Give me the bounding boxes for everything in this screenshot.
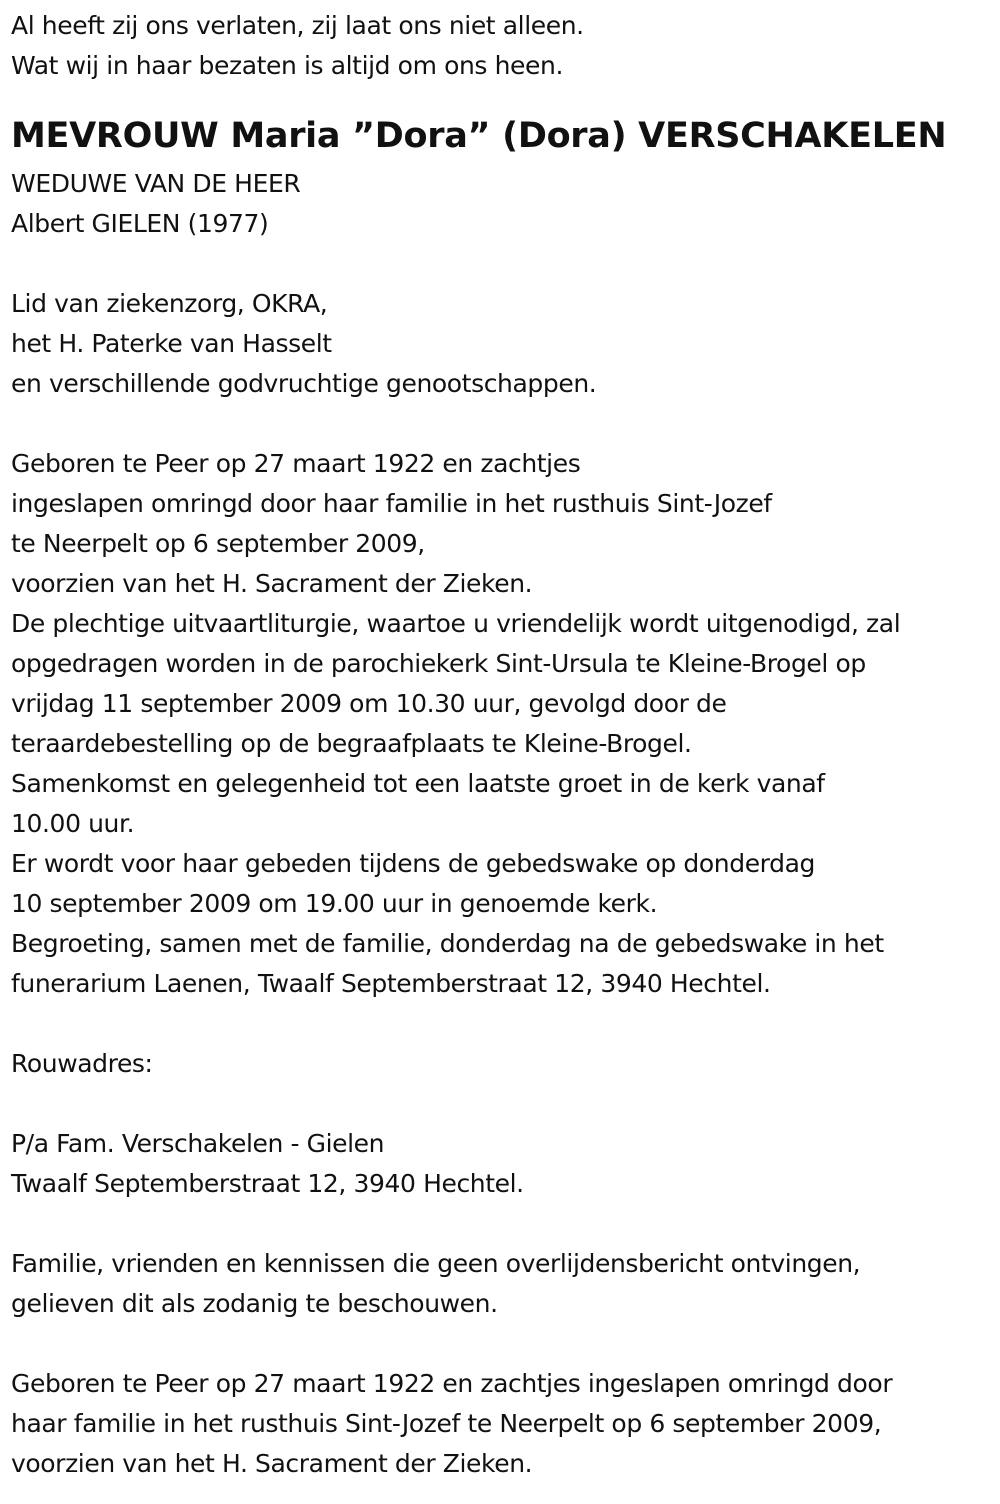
spacer (11, 1004, 996, 1044)
details-line: Begroeting, samen met de familie, donderdag na de gebedswake in het (11, 929, 884, 958)
address-line: Twaalf Septemberstraat 12, 3940 Hechtel. (11, 1169, 524, 1198)
widow-of-label: WEDUWE VAN DE HEER (11, 169, 301, 198)
details-line: teraardebestelling op de begraafplaats te Kleine-Brogel. (11, 729, 692, 758)
spacer (11, 1324, 996, 1364)
summary-line: Geboren te Peer op 27 maart 1922 en zachtjes ingeslapen omringd door (11, 1369, 893, 1398)
address-block (11, 1124, 996, 1204)
deceased-name: MEVROUW Maria ”Dora” (Dora) VERSCHAKELEN (11, 116, 947, 156)
spouse-name: Albert GIELEN (1977) (11, 209, 269, 238)
details-line: 10.00 uur. (11, 809, 135, 838)
poem (11, 6, 996, 86)
address-line: P/a Fam. Verschakelen - Gielen (11, 1129, 385, 1158)
details-line: De plechtige uitvaartliturgie, waartoe u vriendelijk wordt uitgenodigd, zal (11, 609, 901, 638)
membership-line: Lid van ziekenzorg, OKRA, (11, 289, 328, 318)
obituary-document (11, 6, 996, 1484)
notice-line: gelieven dit als zodanig te beschouwen. (11, 1289, 498, 1318)
notice-line: Familie, vrienden en kennissen die geen overlijdensbericht ontvingen, (11, 1249, 861, 1278)
details-line: vrijdag 11 september 2009 om 10.30 uur, gevolgd door de (11, 689, 727, 718)
details-line: te Neerpelt op 6 september 2009, (11, 529, 425, 558)
details-line: Geboren te Peer op 27 maart 1922 en zachtjes (11, 449, 581, 478)
summary-line: haar familie in het rusthuis Sint-Jozef te Neerpelt op 6 september 2009, (11, 1409, 882, 1438)
details-line: Samenkomst en gelegenheid tot een laatste groet in de kerk vanaf (11, 769, 825, 798)
details-line: 10 september 2009 om 19.00 uur in genoemde kerk. (11, 889, 658, 918)
spacer (11, 1204, 996, 1244)
details-line: funerarium Laenen, Twaalf Septemberstraat 12, 3940 Hechtel. (11, 969, 771, 998)
membership-line: en verschillende godvruchtige genootschappen. (11, 369, 597, 398)
membership-block (11, 284, 996, 404)
spacer (11, 1084, 996, 1124)
spacer (11, 244, 996, 284)
poem-line: Al heeft zij ons verlaten, zij laat ons niet alleen. (11, 11, 584, 40)
details-block (11, 444, 996, 1004)
details-line: voorzien van het H. Sacrament der Zieken. (11, 569, 533, 598)
details-line: Er wordt voor haar gebeden tijdens de gebedswake op donderdag (11, 849, 815, 878)
address-label: Rouwadres: (11, 1049, 153, 1078)
details-line: opgedragen worden in de parochiekerk Sint-Ursula te Kleine-Brogel op (11, 649, 866, 678)
summary-block (11, 1364, 996, 1484)
poem-line: Wat wij in haar bezaten is altijd om ons heen. (11, 51, 563, 80)
spacer (11, 404, 996, 444)
notice-block (11, 1244, 996, 1324)
details-line: ingeslapen omringd door haar familie in het rusthuis Sint-Jozef (11, 489, 772, 518)
summary-line: voorzien van het H. Sacrament der Zieken. (11, 1449, 533, 1478)
membership-line: het H. Paterke van Hasselt (11, 329, 332, 358)
